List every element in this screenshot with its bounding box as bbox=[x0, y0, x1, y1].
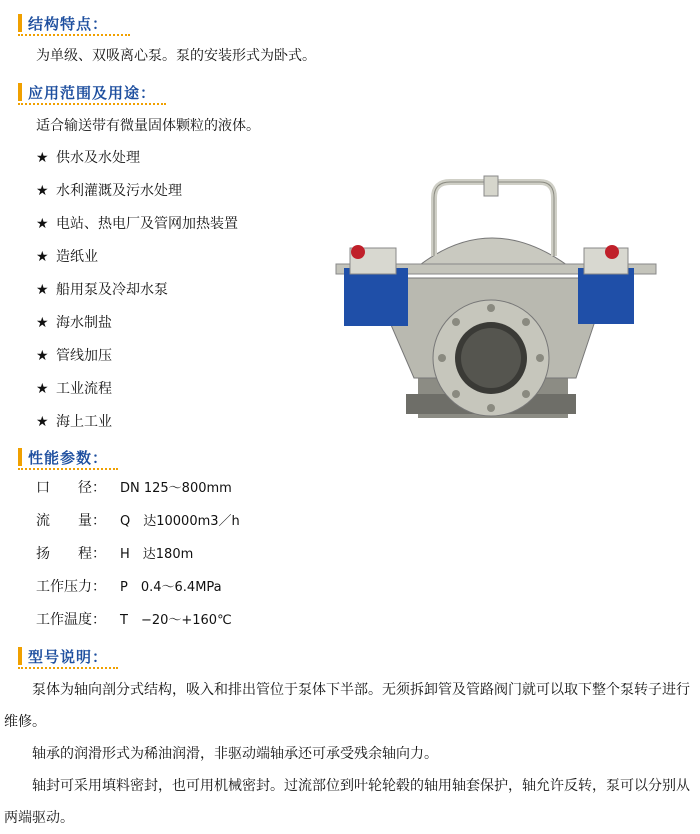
star-icon: ★ bbox=[36, 315, 49, 331]
param-row: 工作压力： P 0.4～6.4MPa bbox=[36, 579, 222, 595]
pump-image bbox=[326, 168, 662, 438]
divider bbox=[18, 34, 130, 36]
star-icon: ★ bbox=[36, 249, 49, 265]
star-icon: ★ bbox=[36, 381, 49, 397]
list-item: ★ 海水制盐 bbox=[36, 315, 112, 331]
list-item: ★ 船用泵及冷却水泵 bbox=[36, 282, 168, 298]
star-icon: ★ bbox=[36, 414, 49, 430]
star-icon: ★ bbox=[36, 183, 49, 199]
section-title: 结构特点： bbox=[28, 14, 109, 33]
section-title: 型号说明： bbox=[28, 647, 109, 666]
structure-text: 为单级、双吸离心泵。泵的安装形式为卧式。 bbox=[36, 48, 316, 64]
model-paragraph: 轴承的润滑形式为稀油润滑，非驱动端轴承还可承受残余轴向力。 bbox=[32, 746, 438, 762]
pump-bearing-right bbox=[578, 268, 634, 324]
pump-bearing-left bbox=[344, 268, 408, 326]
divider bbox=[18, 667, 118, 669]
section-header-structure bbox=[18, 12, 108, 34]
list-item: ★ 水利灌溉及污水处理 bbox=[36, 183, 182, 199]
section-marker bbox=[18, 83, 22, 101]
list-item: ★ 造纸业 bbox=[36, 249, 98, 265]
param-row: 扬 程： H 达180m bbox=[36, 546, 194, 562]
section-marker bbox=[18, 448, 22, 466]
star-icon: ★ bbox=[36, 216, 49, 232]
section-header-performance bbox=[18, 446, 108, 468]
param-row: 工作温度： T −20～+160℃ bbox=[36, 612, 232, 628]
section-marker bbox=[18, 647, 22, 665]
section-title: 性能参数： bbox=[28, 448, 109, 467]
list-item: ★ 工业流程 bbox=[36, 381, 112, 397]
list-item: ★ 电站、热电厂及管网加热装置 bbox=[36, 216, 238, 232]
section-header-model bbox=[18, 645, 108, 667]
star-icon: ★ bbox=[36, 348, 49, 364]
param-row: 口 径： DN 125～800mm bbox=[36, 480, 232, 496]
list-item: ★ 管线加压 bbox=[36, 348, 112, 364]
star-icon: ★ bbox=[36, 150, 49, 166]
divider bbox=[18, 468, 118, 470]
model-paragraph: 泵体为轴向剖分式结构，吸入和排出管位于泵体下半部。无须拆卸管及管路阀门就可以取下整个泵转子进行维修。 bbox=[4, 682, 690, 730]
list-item: ★ 供水及水处理 bbox=[36, 150, 140, 166]
star-icon: ★ bbox=[36, 282, 49, 298]
model-paragraph: 轴封可采用填料密封，也可用机械密封。过流部位到叶轮轮毂的轴用轴套保护，轴允许反转，泵可以分别从两端驱动。 bbox=[4, 778, 690, 826]
application-text: 适合输送带有微量固体颗粒的液体。 bbox=[36, 118, 260, 134]
section-marker bbox=[18, 14, 22, 32]
section-header-application bbox=[18, 81, 156, 103]
section-title: 应用范围及用途： bbox=[28, 83, 157, 102]
pump-outlet-inner bbox=[461, 328, 521, 388]
param-row: 流 量： Q 达10000m3／h bbox=[36, 513, 240, 529]
pump-gland-left bbox=[351, 245, 365, 259]
divider bbox=[18, 103, 166, 105]
pump-gland-right bbox=[605, 245, 619, 259]
list-item: ★ 海上工业 bbox=[36, 414, 112, 430]
pump-valve bbox=[484, 176, 498, 196]
